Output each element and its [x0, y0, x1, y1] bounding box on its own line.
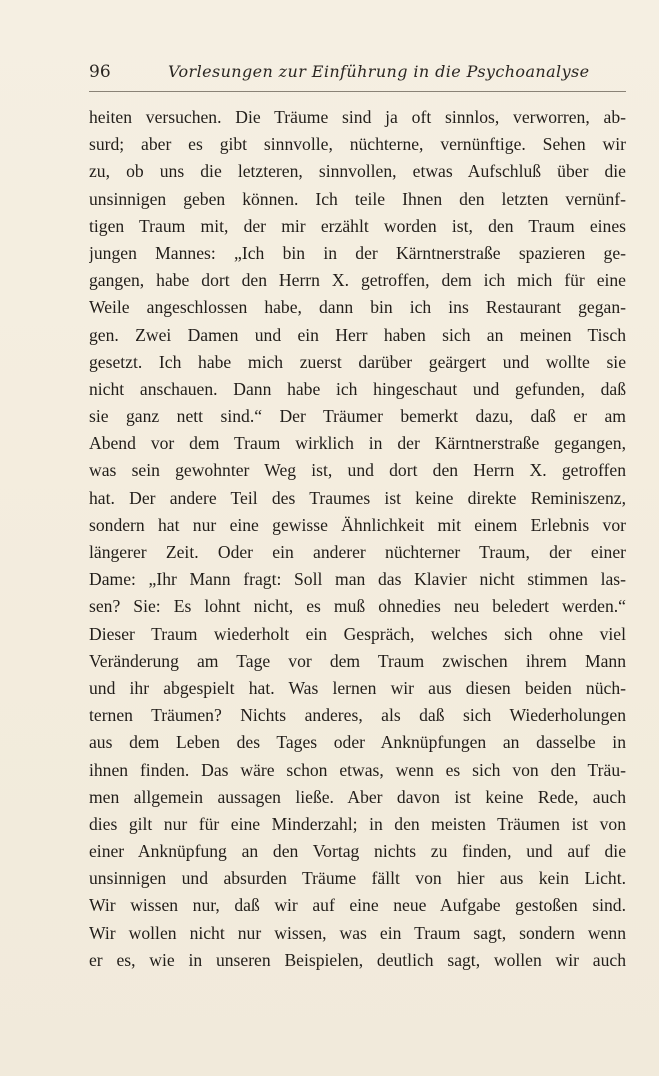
- text-line: und ihr abgespielt hat. Was lernen wir aus diesen beiden nüch-: [89, 677, 626, 698]
- text-line: Weile angeschlossen habe, dann bin ich ins Restaurant gegan-: [89, 297, 626, 318]
- text-line: zu, ob uns die letzteren, sinnvollen, etwas Aufschluß über die: [89, 161, 626, 182]
- text-line: tigen Traum mit, der mir erzählt worden ist, den Traum eines: [89, 215, 626, 236]
- text-line: gangen, habe dort den Herrn X. getroffen, dem ich mich für eine: [89, 270, 626, 291]
- text-line: er es, wie in unseren Beispielen, deutlich sagt, wollen wir auch: [89, 949, 626, 970]
- text-line: sie ganz nett sind.“ Der Träumer bemerkt dazu, daß er am: [89, 406, 626, 427]
- text-line: unsinnigen geben können. Ich teile Ihnen den letzten vernünf-: [89, 188, 626, 209]
- text-line: jungen Mannes: „Ich bin in der Kärntnerstraße spazieren ge-: [89, 242, 626, 263]
- text-line: surd; aber es gibt sinnvolle, nüchterne, vernünftige. Sehen wir: [89, 134, 626, 155]
- text-line: Wir wissen nur, daß wir auf eine neue Aufgabe gestoßen sind.: [89, 895, 626, 916]
- running-head: Vorlesungen zur Einführung in die Psychoanalyse: [168, 62, 590, 81]
- text-line: Abend vor dem Traum wirklich in der Kärntnerstraße gegangen,: [89, 433, 626, 454]
- text-line: sen? Sie: Es lohnt nicht, es muß ohnedies neu beledert werden.“: [89, 596, 626, 617]
- text-line: ihnen finden. Das wäre schon etwas, wenn es sich von den Träu-: [89, 759, 626, 780]
- text-line: Dame: „Ihr Mann fragt: Soll man das Klavier nicht stimmen las-: [89, 569, 626, 590]
- body-text: [89, 104, 626, 974]
- text-line: gen. Zwei Damen und ein Herr haben sich an meinen Tisch: [89, 324, 626, 345]
- text-line: was sein gewohnter Weg ist, und dort den Herrn X. getroffen: [89, 460, 626, 481]
- text-line: hat. Der andere Teil des Traumes ist keine direkte Reminiszenz,: [89, 487, 626, 508]
- text-line: sondern hat nur eine gewisse Ähnlichkeit mit einem Erlebnis vor: [89, 514, 626, 535]
- page-header: [89, 60, 626, 90]
- text-line: men allgemein aussagen ließe. Aber davon ist keine Rede, auch: [89, 786, 626, 807]
- header-rule: [89, 91, 626, 92]
- text-line: gesetzt. Ich habe mich zuerst darüber geärgert und wollte sie: [89, 351, 626, 372]
- text-line: unsinnigen und absurden Träume fällt von hier aus kein Licht.: [89, 868, 626, 889]
- text-line: nicht anschauen. Dann habe ich hingeschaut und gefunden, daß: [89, 378, 626, 399]
- text-line: dies gilt nur für eine Minderzahl; in den meisten Träumen ist von: [89, 813, 626, 834]
- text-line: einer Anknüpfung an den Vortag nichts zu finden, und auf die: [89, 841, 626, 862]
- text-line: aus dem Leben des Tages oder Anknüpfungen an dasselbe in: [89, 732, 626, 753]
- text-line: Wir wollen nicht nur wissen, was ein Traum sagt, sondern wenn: [89, 922, 626, 943]
- text-line: längerer Zeit. Oder ein anderer nüchterner Traum, der einer: [89, 542, 626, 562]
- text-line: ternen Träumen? Nichts anderes, als daß sich Wiederholungen: [89, 705, 626, 726]
- text-line: Dieser Traum wiederholt ein Gespräch, welches sich ohne viel: [89, 623, 626, 644]
- page-number: 96: [89, 62, 111, 82]
- text-line: heiten versuchen. Die Träume sind ja oft sinnlos, verworren, ab-: [89, 107, 626, 127]
- text-line: Veränderung am Tage vor dem Traum zwischen ihrem Mann: [89, 650, 626, 671]
